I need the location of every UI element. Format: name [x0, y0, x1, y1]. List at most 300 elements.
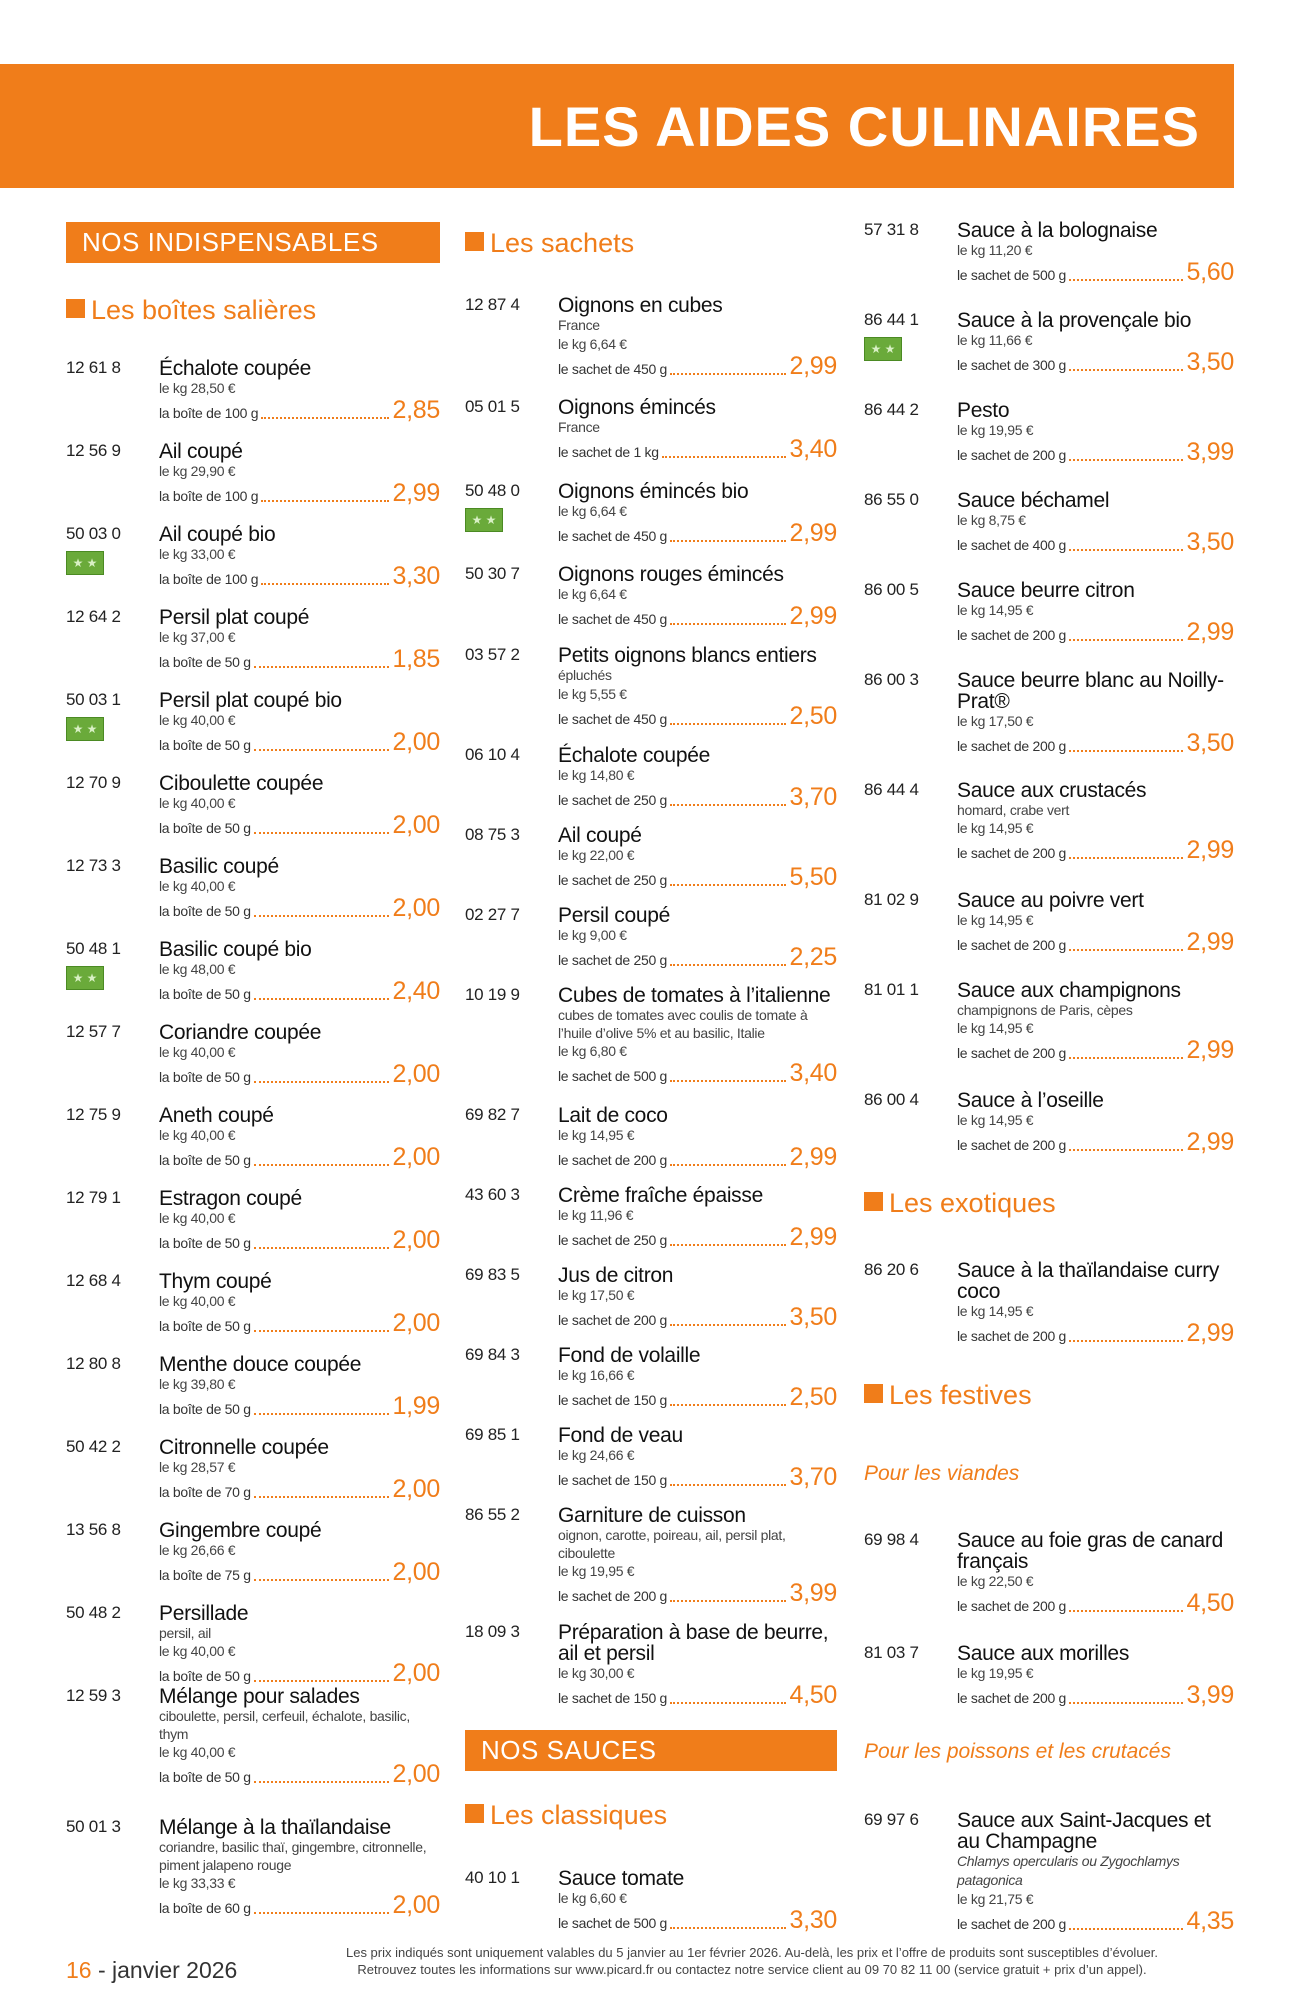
dotted-leader [670, 373, 786, 375]
price-line [159, 1228, 440, 1253]
product-name: Gingembre coupé [159, 1519, 322, 1542]
dotted-leader [670, 1164, 786, 1166]
product-code: 18 09 3 [465, 1622, 520, 1641]
product-detail: le kg 8,75 € [957, 512, 1026, 528]
product-body [159, 1817, 440, 1918]
product-code: 40 10 1 [465, 1868, 520, 1887]
product-price: 2,99 [789, 602, 837, 630]
dotted-leader [261, 500, 388, 502]
product-price: 2,00 [392, 728, 440, 756]
product-name: Petits oignons blancs entiers [558, 644, 817, 667]
price-line [558, 437, 837, 462]
dotted-leader [1069, 279, 1183, 281]
product-detail: le kg 30,00 € [558, 1665, 635, 1681]
product-body [159, 358, 440, 423]
product-body [957, 490, 1234, 555]
price-line [159, 1893, 440, 1918]
dotted-leader [1069, 1057, 1183, 1059]
product-price: 2,00 [392, 1475, 440, 1503]
dotted-leader [1069, 1702, 1183, 1704]
price-line [558, 1908, 837, 1933]
product-body [159, 524, 440, 589]
product-detail: le kg 29,90 € [159, 463, 236, 479]
pack-size: le sachet de 200 g [957, 1916, 1067, 1932]
dotted-leader [670, 804, 786, 806]
dotted-leader [254, 1164, 389, 1166]
orange-square-icon [465, 232, 484, 251]
product-price: 2,00 [392, 1760, 440, 1788]
product-name: Citronnelle coupée [159, 1436, 329, 1459]
price-line [159, 813, 440, 838]
pack-size: la boîte de 50 g [159, 903, 251, 919]
price-line [558, 785, 837, 810]
product-price: 2,00 [392, 811, 440, 839]
price-line [957, 530, 1234, 555]
price-line [159, 481, 440, 506]
product-code: 81 01 1 [864, 980, 919, 999]
product-code: 86 55 0 [864, 490, 919, 509]
product-code: 13 56 8 [66, 1520, 121, 1539]
product-body [957, 1643, 1234, 1708]
product-price: 2,00 [392, 1659, 440, 1687]
product-body [957, 400, 1234, 465]
product-body [558, 825, 837, 890]
product-price: 3,50 [1186, 348, 1234, 376]
dotted-leader [254, 1413, 389, 1415]
price-line [558, 1581, 837, 1606]
product-description: cubes de tomates avec coulis de tomate à l’huile d’olive 5% et au basilic, Italie [558, 1007, 808, 1041]
price-line [558, 704, 837, 729]
product-description: persil, ail [159, 1625, 211, 1641]
product-detail: le kg 40,00 € [159, 712, 236, 728]
product-price: 2,50 [789, 1383, 837, 1411]
bio-logo-icon: ★ ★ [864, 337, 902, 361]
product-name: Ail coupé [558, 824, 642, 847]
section-heading-indispensables: NOS INDISPENSABLES [66, 222, 440, 263]
product-code: 12 56 9 [66, 441, 121, 460]
dotted-leader [254, 749, 389, 751]
product-code: 12 61 8 [66, 358, 121, 377]
price-line [558, 354, 837, 379]
product-code: 12 57 7 [66, 1022, 121, 1041]
dotted-leader [670, 1484, 786, 1486]
product-name: Menthe douce coupée [159, 1353, 362, 1376]
price-line [957, 1321, 1234, 1346]
product-body [159, 856, 440, 921]
subsection-heading-sachets: Les sachets [465, 228, 634, 259]
product-detail: le kg 40,00 € [159, 878, 236, 894]
subsection-heading-exotiques: Les exotiques [864, 1188, 1056, 1219]
dotted-leader [1069, 949, 1183, 951]
header-banner [0, 64, 1234, 188]
product-code: 86 44 2 [864, 400, 919, 419]
product-body [957, 310, 1234, 375]
product-body [159, 607, 440, 672]
pack-size: le sachet de 200 g [957, 627, 1067, 643]
pack-size: le sachet de 500 g [558, 1915, 668, 1931]
product-price: 1,85 [392, 645, 440, 673]
price-line [558, 1145, 837, 1170]
product-detail: le kg 19,95 € [957, 1665, 1034, 1681]
product-name: Oignons rouges émincés [558, 563, 784, 586]
pack-size: le sachet de 450 g [558, 611, 668, 627]
product-price: 2,25 [789, 943, 837, 971]
product-body [159, 441, 440, 506]
dotted-leader [670, 964, 786, 966]
pack-size: la boîte de 50 g [159, 1318, 251, 1334]
product-body [159, 1354, 440, 1419]
product-code: 69 98 4 [864, 1530, 919, 1549]
pack-size: le sachet de 200 g [558, 1312, 668, 1328]
section-heading-nos-sauces: NOS SAUCES [465, 1730, 837, 1771]
product-body [957, 1090, 1234, 1155]
price-line [957, 1683, 1234, 1708]
product-price: 3,99 [789, 1579, 837, 1607]
price-line [159, 1477, 440, 1502]
pack-size: la boîte de 100 g [159, 571, 259, 587]
price-line [558, 1225, 837, 1250]
pack-size: la boîte de 50 g [159, 1769, 251, 1785]
page-title: LES AIDES CULINAIRES [528, 95, 1200, 158]
product-detail: le kg 11,96 € [558, 1207, 634, 1223]
product-code: 69 82 7 [465, 1105, 520, 1124]
product-name: Estragon coupé [159, 1187, 302, 1210]
pack-size: le sachet de 200 g [957, 937, 1067, 953]
product-body [558, 295, 837, 379]
product-body [558, 1265, 837, 1330]
product-name: Oignons émincés bio [558, 480, 749, 503]
product-price: 3,70 [789, 1463, 837, 1491]
product-code: 03 57 2 [465, 645, 520, 664]
product-name: Thym coupé [159, 1270, 272, 1293]
product-code: 12 87 4 [465, 295, 520, 314]
product-price: 3,50 [789, 1303, 837, 1331]
product-name: Sauce aux morilles [957, 1642, 1130, 1665]
dotted-leader [670, 723, 786, 725]
product-code: 12 64 2 [66, 607, 121, 626]
price-line [957, 620, 1234, 645]
price-line [957, 1038, 1234, 1063]
dotted-leader [670, 884, 786, 886]
product-code: 69 97 6 [864, 1810, 919, 1829]
dotted-leader [254, 666, 389, 668]
product-name: Mélange pour salades [159, 1685, 360, 1708]
subsection-heading-festives: Les festives [864, 1380, 1032, 1411]
dotted-leader [670, 1927, 786, 1929]
price-line [159, 1560, 440, 1585]
product-code: 50 48 2 [66, 1603, 121, 1622]
product-price: 2,99 [392, 479, 440, 507]
product-code: 12 70 9 [66, 773, 121, 792]
product-price: 3,50 [1186, 729, 1234, 757]
pack-size: le sachet de 200 g [957, 1137, 1067, 1153]
pack-size: la boîte de 50 g [159, 986, 251, 1002]
product-name: Sauce à la bolognaise [957, 219, 1158, 242]
price-line [159, 979, 440, 1004]
product-name: Ail coupé bio [159, 523, 276, 546]
dotted-leader [254, 1081, 389, 1083]
pack-size: le sachet de 200 g [957, 447, 1067, 463]
product-body [159, 939, 440, 1004]
product-detail: le kg 33,00 € [159, 546, 236, 562]
product-body [957, 1530, 1234, 1616]
product-code: 12 59 3 [66, 1686, 121, 1705]
product-body [159, 1105, 440, 1170]
product-price: 3,40 [789, 435, 837, 463]
product-price: 4,50 [1186, 1589, 1234, 1617]
product-name: Ail coupé [159, 440, 243, 463]
pack-size: le sachet de 200 g [558, 1588, 668, 1604]
product-description: coriandre, basilic thaï, gingembre, citronnelle, piment jalapeno rouge [159, 1839, 427, 1873]
dotted-leader [1069, 1610, 1183, 1612]
dotted-leader [254, 1680, 389, 1682]
product-detail: le kg 24,66 € [558, 1447, 635, 1463]
product-body [558, 1868, 837, 1933]
product-name: Garniture de cuisson [558, 1504, 746, 1527]
product-code: 12 68 4 [66, 1271, 121, 1290]
dotted-leader [254, 1330, 389, 1332]
product-code: 81 02 9 [864, 890, 919, 909]
product-detail: le kg 14,80 € [558, 767, 635, 783]
product-body [558, 1105, 837, 1170]
product-name: Sauce béchamel [957, 489, 1110, 512]
pack-size: le sachet de 200 g [957, 1690, 1067, 1706]
product-body [558, 905, 837, 970]
product-price: 2,99 [789, 1223, 837, 1251]
price-line [558, 1305, 837, 1330]
product-price: 2,00 [392, 1558, 440, 1586]
dotted-leader [670, 1600, 786, 1602]
price-line [957, 1909, 1234, 1934]
product-description: champignons de Paris, cèpes [957, 1002, 1133, 1018]
pack-size: la boîte de 60 g [159, 1900, 251, 1916]
product-name: Sauce à la thaïlandaise curry coco [957, 1259, 1220, 1303]
product-body [957, 980, 1234, 1063]
product-code: 12 73 3 [66, 856, 121, 875]
dotted-leader [1069, 1928, 1183, 1930]
product-price: 2,99 [1186, 1319, 1234, 1347]
product-detail: le kg 21,75 € [957, 1891, 1034, 1907]
product-body [558, 1505, 837, 1606]
product-name: Persil coupé [558, 904, 670, 927]
pack-size: le sachet de 150 g [558, 1392, 668, 1408]
product-detail: le kg 5,55 € [558, 686, 627, 702]
product-detail: le kg 40,00 € [159, 1744, 236, 1760]
product-detail: le kg 40,00 € [159, 1293, 236, 1309]
price-line [159, 730, 440, 755]
product-detail: le kg 14,95 € [957, 602, 1034, 618]
product-code: 57 31 8 [864, 220, 919, 239]
product-price: 4,35 [1186, 1907, 1234, 1935]
product-price: 2,99 [1186, 1128, 1234, 1156]
product-price: 3,40 [789, 1059, 837, 1087]
product-name: Lait de coco [558, 1104, 668, 1127]
product-detail: le kg 14,95 € [957, 1020, 1034, 1036]
price-line [159, 1062, 440, 1087]
product-detail: le kg 14,95 € [957, 820, 1034, 836]
product-detail: le kg 14,95 € [957, 1112, 1034, 1128]
product-name: Pesto [957, 399, 1010, 422]
price-line [159, 1661, 440, 1686]
dotted-leader [670, 1244, 786, 1246]
product-detail: le kg 6,64 € [558, 503, 627, 519]
product-name: Persil plat coupé bio [159, 689, 342, 712]
product-price: 3,70 [789, 783, 837, 811]
product-detail: le kg 14,95 € [558, 1127, 635, 1143]
product-price: 2,99 [789, 352, 837, 380]
pack-size: le sachet de 150 g [558, 1472, 668, 1488]
subsection-heading-classiques: Les classiques [465, 1800, 667, 1831]
product-body [957, 580, 1234, 645]
product-body [957, 1260, 1234, 1346]
product-code: 86 00 5 [864, 580, 919, 599]
pack-size: le sachet de 500 g [957, 267, 1067, 283]
product-name: Sauce à l’oseille [957, 1089, 1104, 1112]
dotted-leader [254, 1781, 389, 1783]
dotted-leader [254, 832, 389, 834]
product-name: Sauce à la provençale bio [957, 309, 1192, 332]
price-line [159, 896, 440, 921]
product-code: 12 80 8 [66, 1354, 121, 1373]
pack-size: la boîte de 50 g [159, 1069, 251, 1085]
product-price: 1,99 [392, 1392, 440, 1420]
product-body [159, 1188, 440, 1253]
product-code: 50 30 7 [465, 564, 520, 583]
product-code: 10 19 9 [465, 985, 520, 1004]
legal-line: Retrouvez toutes les informations sur www.picard.fr ou contactez notre service client au 09 70 82 11 00 (service gratuit + prix d’un appel). [357, 1962, 1147, 1977]
product-code: 86 55 2 [465, 1505, 520, 1524]
bio-logo-icon: ★ ★ [66, 717, 104, 741]
pack-size: la boîte de 50 g [159, 1401, 251, 1417]
product-detail: le kg 14,95 € [957, 912, 1034, 928]
product-detail: le kg 17,50 € [957, 713, 1034, 729]
product-name: Sauce beurre citron [957, 579, 1135, 602]
pack-size: la boîte de 50 g [159, 737, 251, 753]
subheading-viandes: Pour les viandes [864, 1462, 1020, 1485]
product-code: 69 85 1 [465, 1425, 520, 1444]
product-detail: France [558, 419, 600, 435]
dotted-leader [1069, 857, 1183, 859]
dotted-leader [1069, 1149, 1183, 1151]
pack-size: la boîte de 50 g [159, 1235, 251, 1251]
pack-size: le sachet de 250 g [558, 1232, 668, 1248]
product-detail: le kg 16,66 € [558, 1367, 635, 1383]
product-price: 2,85 [392, 396, 440, 424]
pack-size: le sachet de 300 g [957, 357, 1067, 373]
dotted-leader [670, 1404, 786, 1406]
product-detail: le kg 26,66 € [159, 1542, 236, 1558]
product-name: Aneth coupé [159, 1104, 274, 1127]
pack-size: la boîte de 70 g [159, 1484, 251, 1500]
dotted-leader [254, 1247, 389, 1249]
product-name: Sauce aux Saint-Jacques et au Champagne [957, 1809, 1211, 1853]
product-detail: le kg 40,00 € [159, 795, 236, 811]
product-detail: le kg 14,95 € [957, 1303, 1034, 1319]
dotted-leader [254, 1579, 389, 1581]
product-detail: le kg 28,50 € [159, 380, 236, 396]
product-price: 2,99 [1186, 928, 1234, 956]
pack-size: le sachet de 200 g [957, 738, 1067, 754]
legal-notice [270, 1944, 1234, 1978]
price-line [957, 1130, 1234, 1155]
product-code: 50 03 1 [66, 690, 121, 709]
product-body [558, 985, 837, 1086]
pack-size: la boîte de 50 g [159, 1152, 251, 1168]
product-code: 50 01 3 [66, 1817, 121, 1836]
subheading-poissons: Pour les poissons et les crutacés [864, 1740, 1171, 1763]
subsection-heading-boites-salieres: Les boîtes salières [66, 295, 316, 326]
product-name: Fond de veau [558, 1424, 683, 1447]
price-line [159, 1145, 440, 1170]
product-name: Persillade [159, 1602, 249, 1625]
legal-line: Les prix indiqués sont uniquement valables du 5 janvier au 1er février 2026. Au-delà, les prix et l’offre de produits sont susceptibles d’évoluer. [345, 1945, 1159, 1960]
pack-size: le sachet de 200 g [957, 845, 1067, 861]
product-body [558, 481, 837, 546]
price-line [957, 350, 1234, 375]
product-name: Sauce au poivre vert [957, 889, 1144, 912]
product-detail: le kg 39,80 € [159, 1376, 236, 1392]
pack-size: la boîte de 50 g [159, 1668, 251, 1684]
product-code: 69 84 3 [465, 1345, 520, 1364]
price-line [957, 440, 1234, 465]
product-detail: le kg 19,95 € [957, 422, 1034, 438]
product-detail: le kg 9,00 € [558, 927, 627, 943]
bio-logo-icon: ★ ★ [66, 551, 104, 575]
dotted-leader [1069, 549, 1183, 551]
product-code: 50 42 2 [66, 1437, 121, 1456]
bio-logo-icon: ★ ★ [66, 966, 104, 990]
product-description: ciboulette, persil, cerfeuil, échalote, basilic, thym [159, 1708, 410, 1742]
product-body [159, 773, 440, 838]
product-detail: le kg 6,60 € [558, 1890, 627, 1906]
pack-size: la boîte de 50 g [159, 654, 251, 670]
product-code: 50 48 0 [465, 481, 520, 500]
product-body [957, 220, 1234, 285]
price-line [159, 1311, 440, 1336]
product-detail: le kg 28,57 € [159, 1459, 236, 1475]
product-name: Sauce aux champignons [957, 979, 1181, 1002]
product-price: 3,99 [1186, 438, 1234, 466]
product-detail: le kg 22,00 € [558, 847, 635, 863]
price-line [159, 1762, 440, 1787]
product-body [558, 397, 837, 462]
product-name: Sauce aux crustacés [957, 779, 1147, 802]
price-line [159, 1394, 440, 1419]
price-line [558, 1061, 837, 1086]
product-body [558, 564, 837, 629]
product-body [558, 1622, 837, 1708]
product-code: 08 75 3 [465, 825, 520, 844]
product-body [957, 780, 1234, 863]
price-line [957, 838, 1234, 863]
dotted-leader [1069, 459, 1183, 461]
pack-size: le sachet de 400 g [957, 537, 1067, 553]
product-code: 06 10 4 [465, 745, 520, 764]
price-line [558, 521, 837, 546]
pack-size: le sachet de 450 g [558, 361, 668, 377]
product-name: Basilic coupé [159, 855, 279, 878]
dotted-leader [254, 1496, 389, 1498]
price-line [558, 604, 837, 629]
dotted-leader [254, 915, 389, 917]
product-code: 86 20 6 [864, 1260, 919, 1279]
page-number: 16 - janvier 2026 [66, 1957, 238, 1983]
product-code: 50 03 0 [66, 524, 121, 543]
product-name: Sauce beurre blanc au Noilly-Prat® [957, 669, 1224, 713]
dotted-leader [670, 1324, 786, 1326]
product-code: 86 00 3 [864, 670, 919, 689]
product-name: Sauce tomate [558, 1867, 684, 1890]
